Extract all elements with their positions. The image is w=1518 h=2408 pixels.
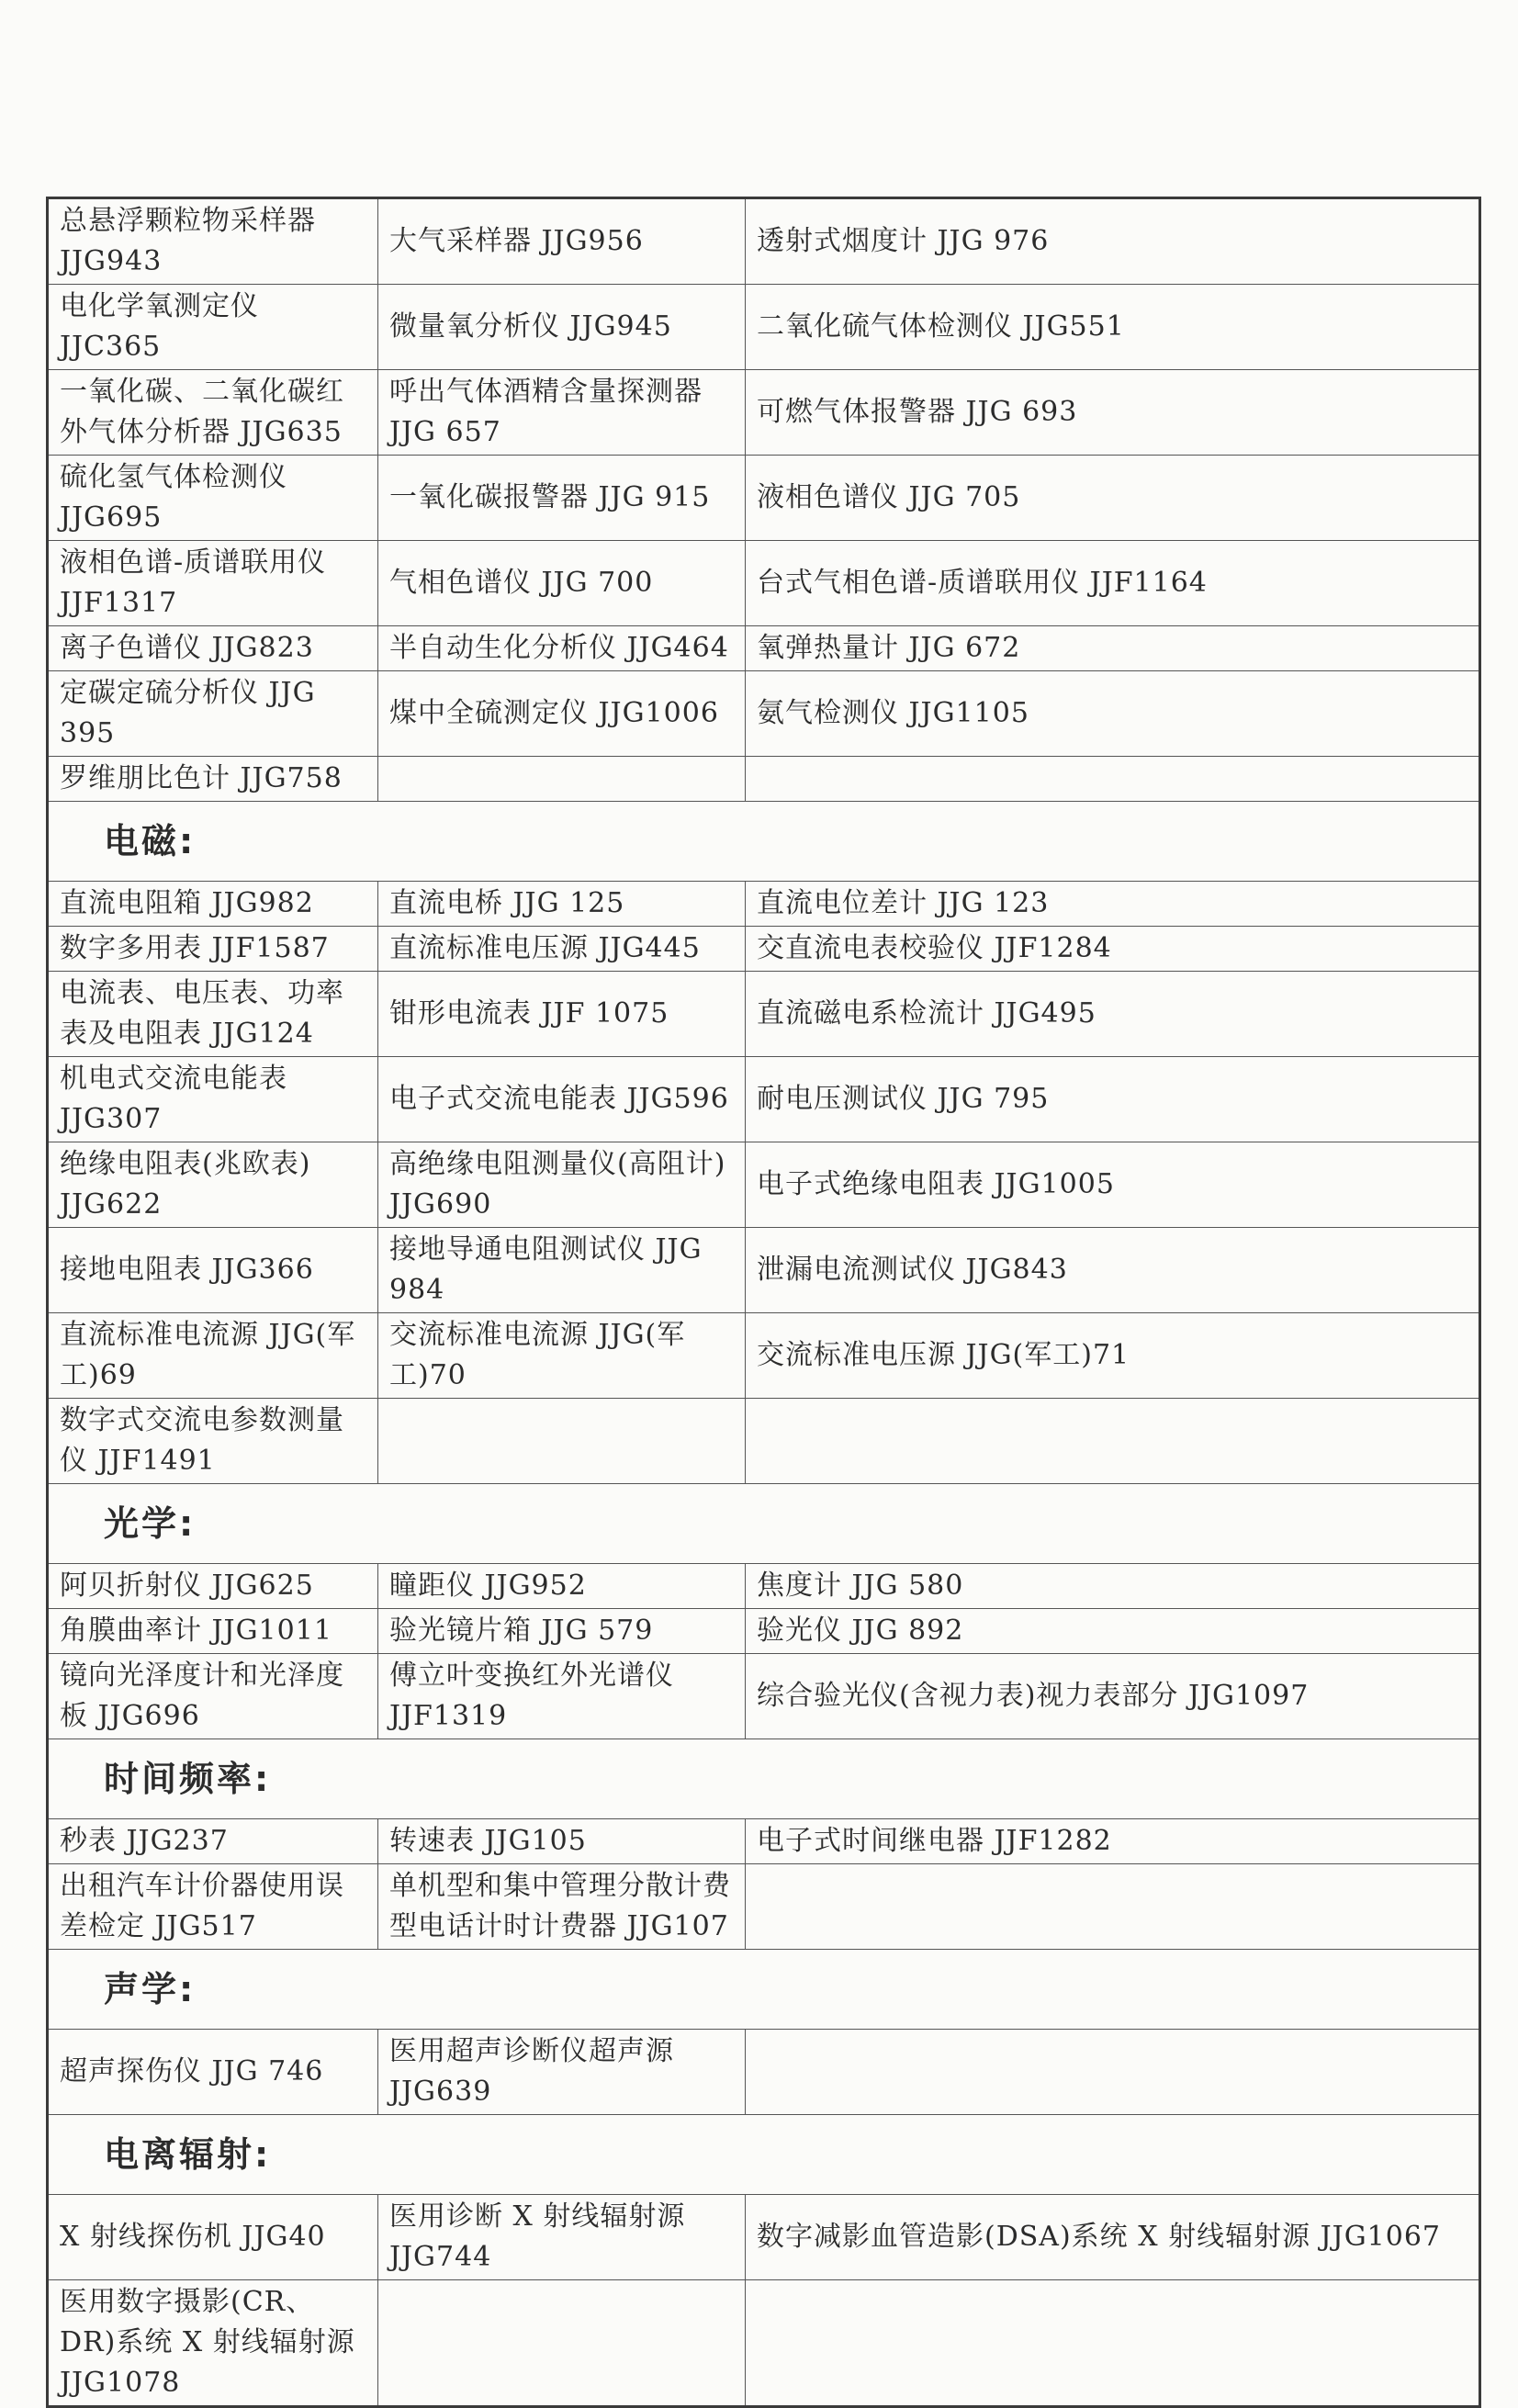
table-cell: 镜向光泽度计和光泽度板 JJG696	[48, 1654, 378, 1739]
table-cell: 医用超声诊断仪超声源 JJG639	[378, 2030, 746, 2115]
table-cell: 液相色谱-质谱联用仪 JJF1317	[48, 541, 378, 626]
table-cell: 阿贝折射仪 JJG625	[48, 1564, 378, 1609]
table-row	[48, 626, 1480, 671]
table-row	[48, 1057, 1480, 1142]
table-cell	[378, 1399, 746, 1484]
table-cell: 综合验光仪(含视力表)视力表部分 JJG1097	[746, 1654, 1480, 1739]
table-cell: 电流表、电压表、功率表及电阻表 JJG124	[48, 972, 378, 1057]
table-cell: 一氧化碳、二氧化碳红外气体分析器 JJG635	[48, 370, 378, 456]
table-cell: 绝缘电阻表(兆欧表) JJG622	[48, 1142, 378, 1228]
table-row	[48, 1819, 1480, 1864]
table-row	[48, 2280, 1480, 2407]
table-cell	[746, 2280, 1480, 2407]
table-cell: 瞳距仪 JJG952	[378, 1564, 746, 1609]
table-cell: 电化学氧测定仪 JJC365	[48, 285, 378, 370]
table-cell: 交流标准电流源 JJG(军工)70	[378, 1313, 746, 1399]
table-cell: 气相色谱仪 JJG 700	[378, 541, 746, 626]
table-cell: 转速表 JJG105	[378, 1819, 746, 1864]
table-row	[48, 1313, 1480, 1399]
table-row	[48, 882, 1480, 927]
table-cell: 液相色谱仪 JJG 705	[746, 456, 1480, 541]
section-header-row	[48, 1484, 1480, 1564]
table-cell: 秒表 JJG237	[48, 1819, 378, 1864]
table-row	[48, 456, 1480, 541]
table-row	[48, 285, 1480, 370]
table-row	[48, 1564, 1480, 1609]
table-cell: 超声探伤仪 JJG 746	[48, 2030, 378, 2115]
table-cell: 氨气检测仪 JJG1105	[746, 671, 1480, 757]
table-cell: 透射式烟度计 JJG 976	[746, 198, 1480, 285]
table-cell: 可燃气体报警器 JJG 693	[746, 370, 1480, 456]
section-header-row	[48, 1739, 1480, 1819]
table-cell: 钳形电流表 JJF 1075	[378, 972, 746, 1057]
table-cell: 数字减影血管造影(DSA)系统 X 射线辐射源 JJG1067	[746, 2195, 1480, 2280]
table-row	[48, 370, 1480, 456]
table-cell: 医用数字摄影(CR、DR)系统 X 射线辐射源 JJG1078	[48, 2280, 378, 2407]
table-cell	[746, 1399, 1480, 1484]
table-cell: 氧弹热量计 JJG 672	[746, 626, 1480, 671]
table-cell	[746, 1864, 1480, 1950]
table-cell: 直流电位差计 JJG 123	[746, 882, 1480, 927]
table-cell: 医用诊断 X 射线辐射源 JJG744	[378, 2195, 746, 2280]
table-row	[48, 927, 1480, 972]
table-cell: 电子式时间继电器 JJF1282	[746, 1819, 1480, 1864]
table-cell: 半自动生化分析仪 JJG464	[378, 626, 746, 671]
table-cell: 一氧化碳报警器 JJG 915	[378, 456, 746, 541]
table-cell: 二氧化硫气体检测仪 JJG551	[746, 285, 1480, 370]
section-header-row	[48, 802, 1480, 882]
table-cell: 验光镜片箱 JJG 579	[378, 1609, 746, 1654]
table-cell: 台式气相色谱-质谱联用仪 JJF1164	[746, 541, 1480, 626]
table-row	[48, 671, 1480, 757]
table-cell	[746, 757, 1480, 802]
section-title: 电离辐射:	[48, 2115, 1480, 2195]
table-row	[48, 1654, 1480, 1739]
table-cell: 总悬浮颗粒物采样器 JJG943	[48, 198, 378, 285]
table-cell: 直流电桥 JJG 125	[378, 882, 746, 927]
table-cell: 耐电压测试仪 JJG 795	[746, 1057, 1480, 1142]
table-cell: 直流标准电流源 JJG(军工)69	[48, 1313, 378, 1399]
instrument-table-body	[48, 198, 1480, 2407]
table-cell	[746, 2030, 1480, 2115]
table-row	[48, 1142, 1480, 1228]
section-title: 光学:	[48, 1484, 1480, 1564]
table-cell: 接地导通电阻测试仪 JJG 984	[378, 1228, 746, 1313]
table-cell: X 射线探伤机 JJG40	[48, 2195, 378, 2280]
table-row	[48, 1399, 1480, 1484]
table-row	[48, 541, 1480, 626]
table-cell: 高绝缘电阻测量仪(高阻计) JJG690	[378, 1142, 746, 1228]
table-cell: 大气采样器 JJG956	[378, 198, 746, 285]
table-cell: 接地电阻表 JJG366	[48, 1228, 378, 1313]
table-row	[48, 1864, 1480, 1950]
section-header-row	[48, 1950, 1480, 2030]
table-cell: 罗维朋比色计 JJG758	[48, 757, 378, 802]
instrument-table	[46, 197, 1481, 2408]
table-cell: 角膜曲率计 JJG1011	[48, 1609, 378, 1654]
table-cell: 交流标准电压源 JJG(军工)71	[746, 1313, 1480, 1399]
table-cell: 电子式绝缘电阻表 JJG1005	[746, 1142, 1480, 1228]
table-cell: 煤中全硫测定仪 JJG1006	[378, 671, 746, 757]
section-title: 时间频率:	[48, 1739, 1480, 1819]
table-cell: 傅立叶变换红外光谱仪 JJF1319	[378, 1654, 746, 1739]
table-cell: 泄漏电流测试仪 JJG843	[746, 1228, 1480, 1313]
table-cell: 验光仪 JJG 892	[746, 1609, 1480, 1654]
table-cell: 硫化氢气体检测仪 JJG695	[48, 456, 378, 541]
table-cell: 电子式交流电能表 JJG596	[378, 1057, 746, 1142]
table-row	[48, 757, 1480, 802]
table-cell: 数字式交流电参数测量仪 JJF1491	[48, 1399, 378, 1484]
table-cell: 交直流电表校验仪 JJF1284	[746, 927, 1480, 972]
table-cell: 呼出气体酒精含量探测器 JJG 657	[378, 370, 746, 456]
table-cell: 定碳定硫分析仪 JJG 395	[48, 671, 378, 757]
table-row	[48, 1609, 1480, 1654]
table-cell: 直流标准电压源 JJG445	[378, 927, 746, 972]
table-cell: 焦度计 JJG 580	[746, 1564, 1480, 1609]
table-cell: 数字多用表 JJF1587	[48, 927, 378, 972]
table-row	[48, 198, 1480, 285]
table-cell: 直流磁电系检流计 JJG495	[746, 972, 1480, 1057]
table-cell: 机电式交流电能表 JJG307	[48, 1057, 378, 1142]
table-row	[48, 972, 1480, 1057]
table-row	[48, 1228, 1480, 1313]
section-header-row	[48, 2115, 1480, 2195]
table-cell	[378, 2280, 746, 2407]
section-title: 声学:	[48, 1950, 1480, 2030]
section-title: 电磁:	[48, 802, 1480, 882]
table-cell: 离子色谱仪 JJG823	[48, 626, 378, 671]
table-row	[48, 2195, 1480, 2280]
table-cell: 直流电阻箱 JJG982	[48, 882, 378, 927]
table-cell: 出租汽车计价器使用误差检定 JJG517	[48, 1864, 378, 1950]
table-row	[48, 2030, 1480, 2115]
table-cell	[378, 757, 746, 802]
table-cell: 单机型和集中管理分散计费型电话计时计费器 JJG107	[378, 1864, 746, 1950]
table-cell: 微量氧分析仪 JJG945	[378, 285, 746, 370]
